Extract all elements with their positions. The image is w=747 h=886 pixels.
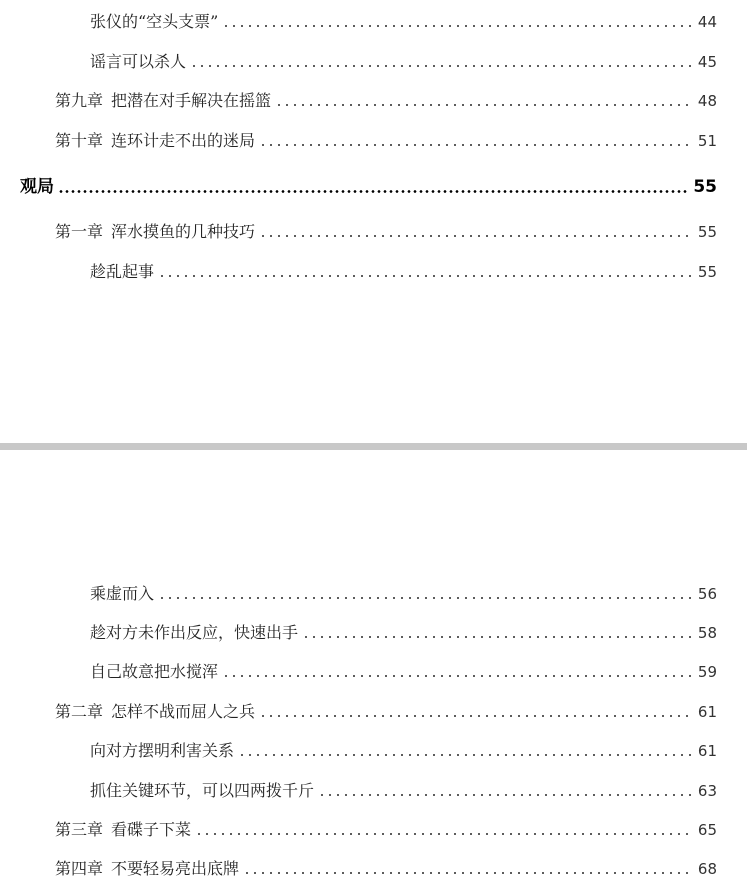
toc-entry-title: 不要轻易亮出底牌 <box>111 859 240 878</box>
dot-leader <box>318 794 692 796</box>
dot-leader <box>243 872 692 874</box>
toc-entry[interactable] <box>90 619 717 643</box>
toc-entry[interactable] <box>55 855 717 879</box>
toc-entry[interactable] <box>90 48 717 72</box>
toc-entry-title: 张仪的“空头支票” <box>90 12 219 31</box>
toc-entry-page: 56 <box>697 585 717 603</box>
toc-entry-title: 看碟子下菜 <box>111 820 192 839</box>
dot-leader <box>58 190 687 193</box>
toc-entry-title: 趁乱起事 <box>90 262 155 281</box>
toc-entry-page: 63 <box>697 782 717 800</box>
dot-leader <box>259 144 692 146</box>
toc-entry-title: 向对方摆明利害关系 <box>90 741 235 760</box>
dot-leader <box>195 833 692 835</box>
toc-part-heading[interactable] <box>20 173 717 197</box>
toc-entry[interactable] <box>90 658 717 682</box>
toc-entry-chapter: 第一章 <box>55 222 104 241</box>
toc-entry-page: 44 <box>697 13 717 31</box>
toc-entry-page: 59 <box>697 663 717 681</box>
toc-entry-page: 55 <box>697 263 717 281</box>
toc-part-page: 55 <box>693 177 717 197</box>
dot-leader <box>158 275 692 277</box>
toc-entry-title: 浑水摸鱼的几种技巧 <box>111 222 256 241</box>
toc-entry[interactable] <box>90 737 717 761</box>
dot-leader <box>158 597 692 599</box>
toc-entry-title: 乘虚而入 <box>90 584 155 603</box>
dot-leader <box>259 715 692 717</box>
toc-page-bottom <box>0 450 747 886</box>
toc-entry-page: 68 <box>697 860 717 878</box>
toc-entry-page: 51 <box>697 132 717 150</box>
toc-entry-page: 55 <box>697 223 717 241</box>
dot-leader <box>222 675 692 677</box>
page-separator <box>0 443 747 450</box>
dot-leader <box>190 65 692 67</box>
toc-entry-title: 趁对方未作出反应，快速出手 <box>90 623 299 642</box>
toc-entry-title: 怎样不战而屈人之兵 <box>111 702 256 721</box>
toc-entry[interactable] <box>55 87 717 111</box>
toc-entry[interactable] <box>90 8 717 32</box>
toc-entry-chapter: 第十章 <box>55 131 104 150</box>
toc-entry-chapter: 第九章 <box>55 91 104 110</box>
dot-leader <box>238 754 692 756</box>
dot-leader <box>302 636 692 638</box>
toc-entry[interactable] <box>90 777 717 801</box>
toc-entry-chapter: 第三章 <box>55 820 104 839</box>
toc-part-title: 观局 <box>20 177 54 197</box>
toc-entry-chapter: 第二章 <box>55 702 104 721</box>
toc-entry-page: 58 <box>697 624 717 642</box>
toc-entry[interactable] <box>55 698 717 722</box>
toc-entry[interactable] <box>55 218 717 242</box>
toc-entry[interactable] <box>90 580 717 604</box>
dot-leader <box>275 104 692 106</box>
dot-leader <box>259 235 692 237</box>
toc-entry-page: 48 <box>697 92 717 110</box>
dot-leader <box>222 25 692 27</box>
toc-entry-title: 把潜在对手解决在摇篮 <box>111 91 272 110</box>
toc-entry-title: 连环计走不出的迷局 <box>111 131 256 150</box>
toc-entry-page: 45 <box>697 53 717 71</box>
toc-entry-page: 65 <box>697 821 717 839</box>
toc-entry-page: 61 <box>697 703 717 721</box>
toc-entry-title: 自己故意把水搅浑 <box>90 662 219 681</box>
toc-entry-page: 61 <box>697 742 717 760</box>
toc-entry[interactable] <box>55 127 717 151</box>
toc-entry[interactable] <box>90 258 717 282</box>
toc-entry[interactable] <box>55 816 717 840</box>
toc-entry-title: 抓住关键环节，可以四两拨千斤 <box>90 781 315 800</box>
toc-entry-chapter: 第四章 <box>55 859 104 878</box>
toc-entry-title: 谣言可以杀人 <box>90 52 187 71</box>
